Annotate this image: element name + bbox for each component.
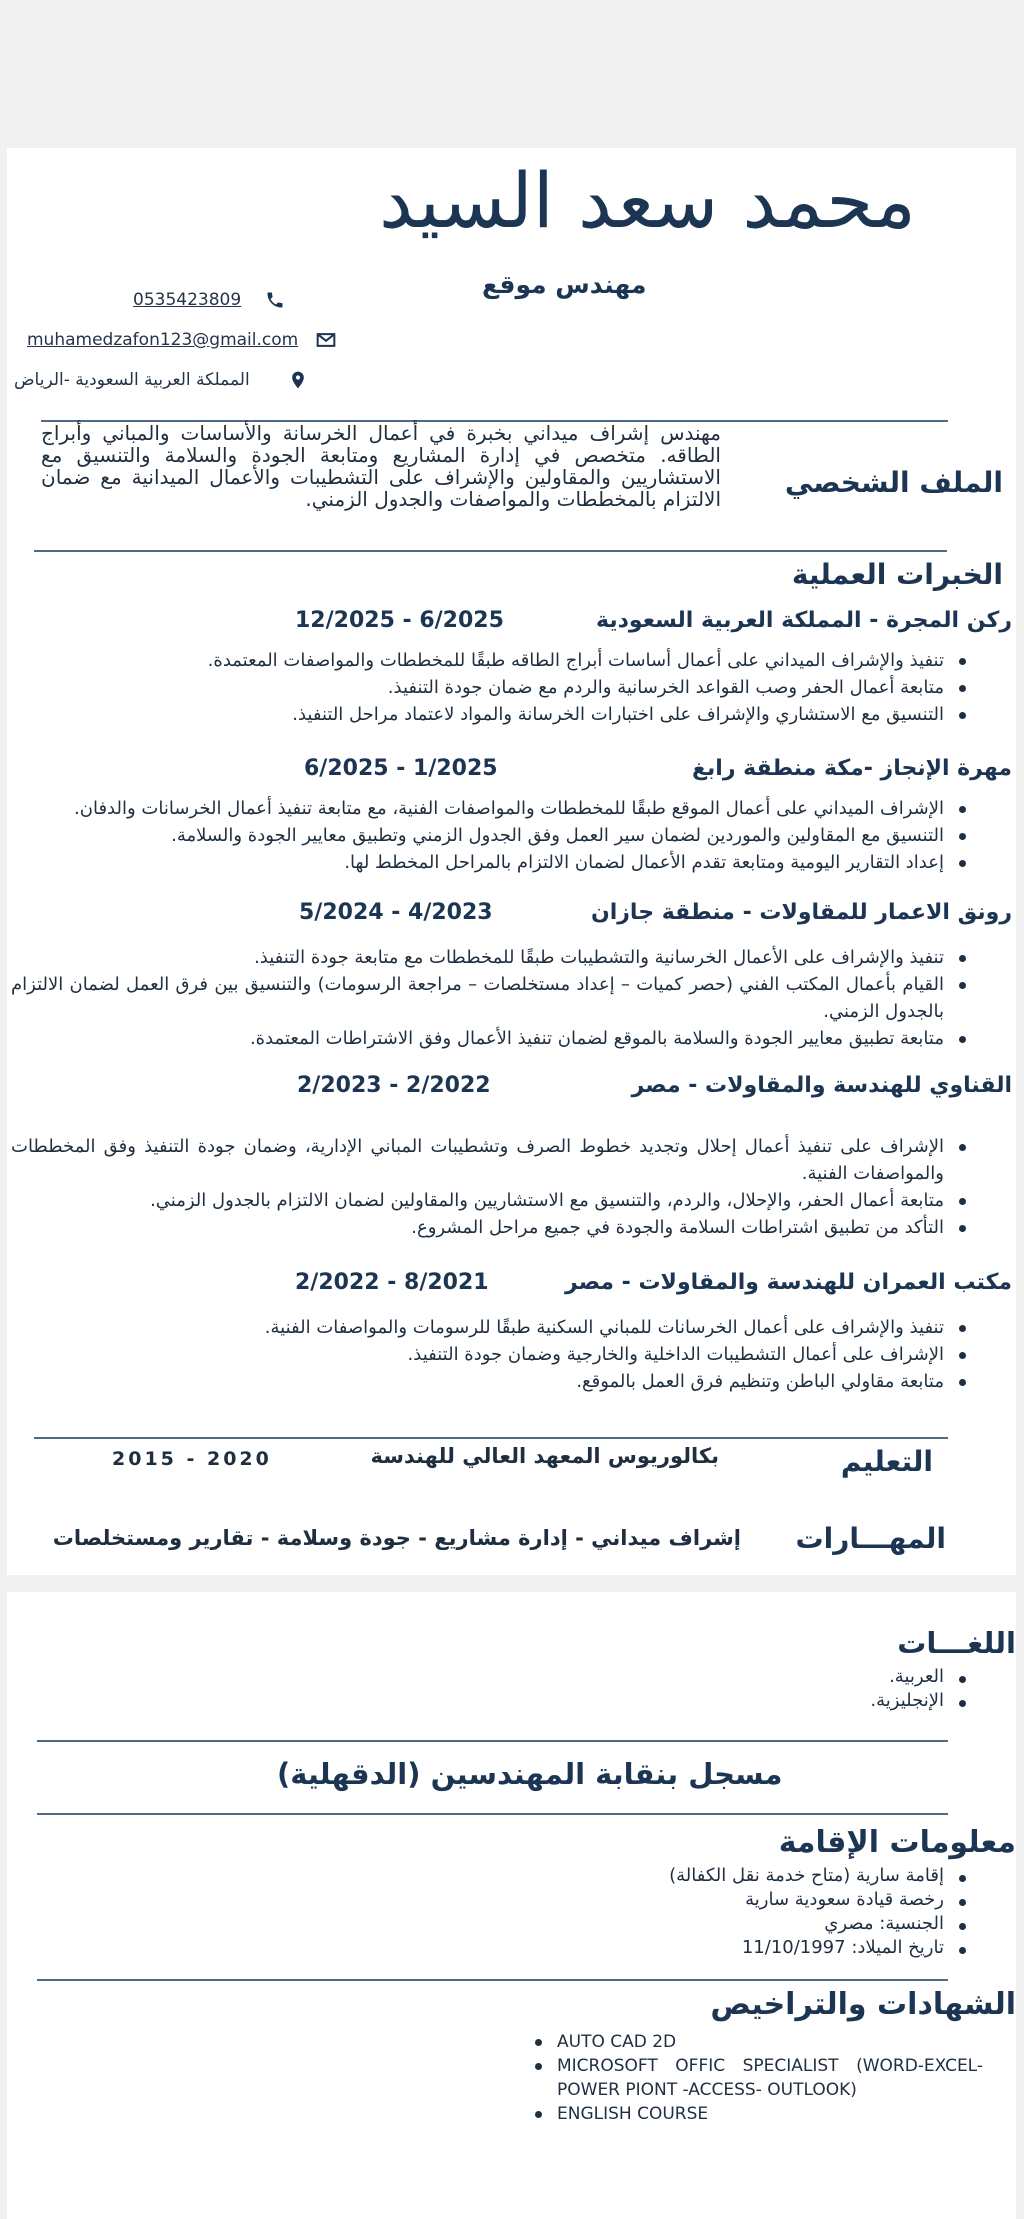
job-bullets bbox=[11, 1133, 968, 1241]
phone-text[interactable]: 0535423809 bbox=[133, 290, 242, 310]
location-text: المملكة العربية السعودية -الرياض bbox=[14, 370, 250, 390]
list-item: تنفيذ والإشراف الميداني على أعمال أساسات أبراج الطاقه طبقًا للمخططات والمواصفات المعتمدة. bbox=[11, 647, 968, 674]
candidate-name: محمد سعد السيد bbox=[378, 156, 916, 245]
job-title: مهندس موقع bbox=[482, 270, 647, 299]
divider bbox=[34, 550, 947, 552]
residence-list bbox=[11, 1864, 968, 1960]
job-company: ركن المجرة - المملكة العربية السعودية bbox=[596, 608, 1012, 633]
list-item: رخصة قيادة سعودية سارية bbox=[11, 1888, 968, 1912]
divider bbox=[37, 1740, 948, 1742]
job-company: القناوي للهندسة والمقاولات - مصر bbox=[631, 1073, 1012, 1098]
list-item: الإشراف الميداني على أعمال الموقع طبقًا للمخططات والمواصفات الفنية، مع متابعة تنفيذ أعمال الخرسانات والدفان. bbox=[11, 795, 968, 822]
residence-title: معلومات الإقامة bbox=[778, 1825, 1016, 1860]
list-item: إقامة سارية (متاح خدمة نقل الكفالة) bbox=[11, 1864, 968, 1888]
list-item: إعداد التقارير اليومية ومتابعة تقدم الأعمال لضمان الالتزام بالمراحل المخطط لها. bbox=[11, 849, 968, 876]
contact-phone[interactable] bbox=[133, 290, 285, 310]
languages-title: اللغـــات bbox=[897, 1626, 1016, 1660]
job-dates: 2/2022 - 8/2021 bbox=[295, 1270, 489, 1295]
list-item: MICROSOFT OFFIC SPECIALIST (WORD-EXCEL-POWER PIONT -ACCESS- OUTLOOK) bbox=[533, 2054, 983, 2102]
education-degree: بكالوريوس المعهد العالي للهندسة bbox=[370, 1444, 719, 1468]
job-header bbox=[7, 608, 1016, 638]
list-item: تنفيذ والإشراف على الأعمال الخرسانية والتشطيبات طبقًا للمخططات مع متابعة جودة التنفيذ. bbox=[11, 944, 968, 971]
profile-title: الملف الشخصي bbox=[784, 466, 1003, 499]
list-item: الإشراف على أعمال التشطيبات الداخلية والخارجية وضمان جودة التنفيذ. bbox=[11, 1341, 968, 1368]
list-item: تاريخ الميلاد: 11/10/1997 bbox=[11, 1936, 968, 1960]
certificates-list bbox=[533, 2030, 983, 2126]
job-bullets bbox=[11, 944, 968, 1052]
job-bullets bbox=[11, 795, 968, 876]
list-item: متابعة أعمال الحفر، والإحلال، والردم، والتنسيق مع الاستشاريين والمقاولين لضمان الالتزام بالجدول الزمني. bbox=[11, 1187, 968, 1214]
contact-location bbox=[14, 370, 308, 390]
list-item: التنسيق مع المقاولين والموردين لضمان سير العمل وفق الجدول الزمني وتطبيق معايير الجودة والسلامة. bbox=[11, 822, 968, 849]
envelope-icon bbox=[316, 330, 336, 350]
list-item: التنسيق مع الاستشاري والإشراف على اختبارات الخرسانة والمواد لاعتماد مراحل التنفيذ. bbox=[11, 701, 968, 728]
job-bullets bbox=[11, 647, 968, 728]
skills-text: إشراف ميداني - إدارة مشاريع - جودة وسلامة - تقارير ومستخلصات bbox=[52, 1526, 741, 1550]
job-dates: 6/2025 - 1/2025 bbox=[304, 756, 498, 781]
job-header bbox=[7, 1270, 1016, 1300]
job-dates: 5/2024 - 4/2023 bbox=[299, 900, 493, 925]
job-header bbox=[7, 756, 1016, 786]
phone-icon bbox=[265, 290, 285, 310]
syndicate-registration: مسجل بنقابة المهندسين (الدقهلية) bbox=[277, 1757, 783, 1791]
divider bbox=[37, 1813, 948, 1815]
list-item: الإنجليزية. bbox=[11, 1689, 968, 1713]
map-pin-icon bbox=[288, 370, 308, 390]
job-dates: 2/2023 - 2/2022 bbox=[297, 1073, 491, 1098]
job-bullets bbox=[11, 1314, 968, 1395]
certificates-title: الشهادات والتراخيص bbox=[710, 1987, 1016, 2022]
list-item: متابعة أعمال الحفر وصب القواعد الخرسانية والردم مع ضمان جودة التنفيذ. bbox=[11, 674, 968, 701]
list-item: متابعة مقاولي الباطن وتنظيم فرق العمل بالموقع. bbox=[11, 1368, 968, 1395]
education-title: التعليم bbox=[840, 1445, 933, 1478]
resume-page-2 bbox=[7, 1592, 1016, 2219]
list-item: العربية. bbox=[11, 1665, 968, 1689]
list-item: التأكد من تطبيق اشتراطات السلامة والجودة في جميع مراحل المشروع. bbox=[11, 1214, 968, 1241]
experience-title: الخبرات العملية bbox=[791, 558, 1003, 591]
divider bbox=[34, 1437, 948, 1439]
list-item: متابعة تطبيق معايير الجودة والسلامة بالموقع لضمان تنفيذ الأعمال وفق الاشتراطات المعتمدة. bbox=[11, 1025, 968, 1052]
list-item: AUTO CAD 2D bbox=[533, 2030, 983, 2054]
divider bbox=[37, 1979, 948, 1981]
profile-text: مهندس إشراف ميداني بخبرة في أعمال الخرسانة والأساسات والمباني وأبراج الطاقه. متخصص في إدارة المشاريع ومتابعة الجودة والسلامة والتنسيق مع الاستشاريين والمقاولين والإشراف على التشطيبات والأعمال الميدانية مع ضمان الالتزام بالمخططات والمواصفات والجدول الزمني. bbox=[41, 421, 721, 511]
skills-title: المهـــارات bbox=[795, 1522, 946, 1555]
job-header bbox=[7, 900, 1016, 930]
resume-page-1 bbox=[7, 148, 1016, 1575]
contact-email[interactable] bbox=[27, 330, 336, 350]
list-item: القيام بأعمال المكتب الفني (حصر كميات – إعداد مستخلصات – مراجعة الرسومات) والتنسيق بين فرق العمل لضمان الالتزام بالجدول الزمني. bbox=[11, 971, 968, 1025]
list-item: ENGLISH COURSE bbox=[533, 2102, 983, 2126]
education-years: 2015 - 2020 bbox=[112, 1448, 272, 1470]
languages-list bbox=[11, 1665, 968, 1713]
job-company: مهرة الإنجاز -مكة منطقة رابغ bbox=[691, 756, 1012, 781]
job-header bbox=[7, 1073, 1016, 1103]
job-dates: 12/2025 - 6/2025 bbox=[295, 608, 504, 633]
job-company: رونق الاعمار للمقاولات - منطقة جازان bbox=[590, 900, 1012, 925]
list-item: الجنسية: مصري bbox=[11, 1912, 968, 1936]
email-text[interactable]: muhamedzafon123@gmail.com bbox=[27, 330, 299, 350]
list-item: تنفيذ والإشراف على أعمال الخرسانات للمباني السكنية طبقًا للرسومات والمواصفات الفنية. bbox=[11, 1314, 968, 1341]
job-company: مكتب العمران للهندسة والمقاولات - مصر bbox=[565, 1270, 1012, 1295]
list-item: الإشراف على تنفيذ أعمال إحلال وتجديد خطوط الصرف وتشطيبات المباني الإدارية، وضمان جودة التنفيذ وفق المخططات والمواصفات الفنية. bbox=[11, 1133, 968, 1187]
